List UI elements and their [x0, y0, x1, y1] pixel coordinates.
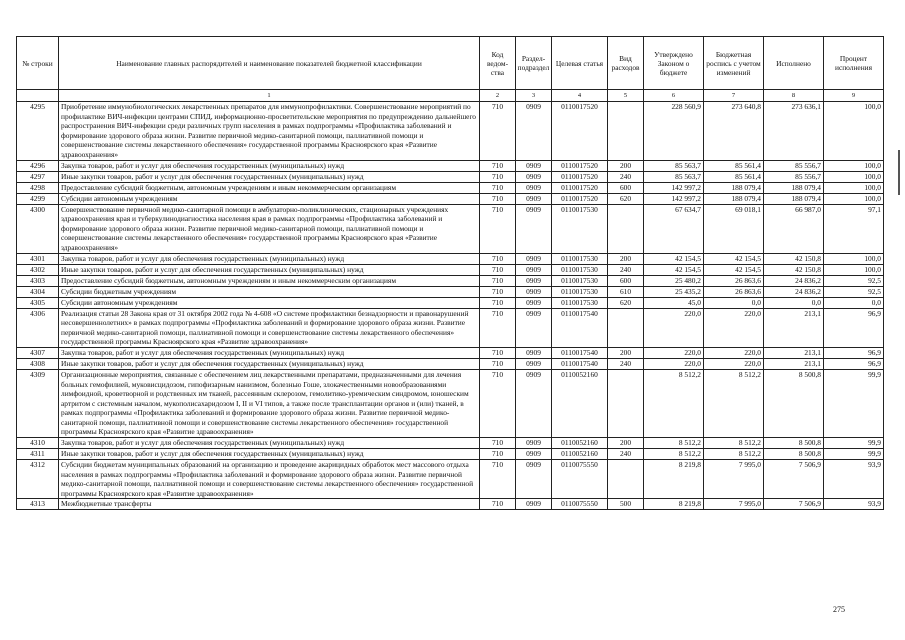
row-number: 4304: [17, 286, 59, 297]
table-row: [17, 193, 884, 204]
row-name: Иные закупки товаров, работ и услуг для обеспечения государственных (муниципальных) нужд: [59, 171, 480, 182]
row-dept-code: 710: [480, 286, 516, 297]
row-name: Закупка товаров, работ и услуг для обеспечения государственных (муниципальных) нужд: [59, 347, 480, 358]
row-budget-list: 8 512,2: [704, 449, 764, 460]
colnum-3: 3: [516, 90, 552, 102]
row-approved: 8 219,8: [644, 499, 704, 510]
row-percent: 92,5: [824, 286, 884, 297]
row-section: 0909: [516, 308, 552, 347]
row-section: 0909: [516, 449, 552, 460]
table-row: [17, 182, 884, 193]
row-section: 0909: [516, 264, 552, 275]
row-dept-code: 710: [480, 438, 516, 449]
row-dept-code: 710: [480, 193, 516, 204]
colnum-9: 9: [824, 90, 884, 102]
table-row: [17, 275, 884, 286]
row-budget-list: 0,0: [704, 297, 764, 308]
row-number: 4307: [17, 347, 59, 358]
row-number: 4296: [17, 160, 59, 171]
row-executed: 85 556,7: [764, 160, 824, 171]
row-name: Субсидии автономным учреждениям: [59, 297, 480, 308]
row-name: Организационные мероприятия, связанные с обеспечением лиц лекарственными препаратами, предназначенными для лечения больных гемофилией, муковисцидозом, гипофизарным нанизмом, болезнью Гоше, злокачественными новообразованиями лимфоидной, кроветворной и родственных им тканей, рассеянным склерозом, гемолитико-уремическим синдромом, юношеским артритом с системным началом, мукополисахаридозом I, II и VI типов, а также после трансплантации органов и (или) тканей, в рамках подпрограммы «Профилактика заболеваний и формирование здорового образа жизни. Развитие первичной медико-санитарной помощи, паллиативной помощи и совершенствование системы лекарственного обеспечения» государственной программы Красноярского края «Развитие здравоохранения»: [59, 369, 480, 437]
row-expense-type: 200: [608, 253, 644, 264]
header-approved: Утверждено Законом о бюджете: [644, 37, 704, 90]
row-number: 4308: [17, 358, 59, 369]
row-approved: 220,0: [644, 358, 704, 369]
row-target-article: 0110017520: [552, 160, 608, 171]
row-section: 0909: [516, 102, 552, 161]
table-row: [17, 297, 884, 308]
row-number: 4299: [17, 193, 59, 204]
row-expense-type: 240: [608, 264, 644, 275]
row-target-article: 0110052160: [552, 369, 608, 437]
header-name: Наименование главных распорядителей и наименование показателей бюджетной классификации: [59, 37, 480, 90]
row-section: 0909: [516, 347, 552, 358]
row-percent: 93,9: [824, 460, 884, 499]
row-budget-list: 42 154,5: [704, 253, 764, 264]
colnum-4: 4: [552, 90, 608, 102]
row-approved: 142 997,2: [644, 193, 704, 204]
colnum-0: [17, 90, 59, 102]
row-number: 4313: [17, 499, 59, 510]
row-expense-type: 240: [608, 449, 644, 460]
row-section: 0909: [516, 438, 552, 449]
row-number: 4306: [17, 308, 59, 347]
row-executed: 188 079,4: [764, 193, 824, 204]
column-number-row: [17, 90, 884, 102]
row-number: 4305: [17, 297, 59, 308]
header-done: Исполнено: [764, 37, 824, 90]
header-target: Целевая статья: [552, 37, 608, 90]
row-section: 0909: [516, 182, 552, 193]
row-executed: 213,1: [764, 308, 824, 347]
row-dept-code: 710: [480, 204, 516, 253]
table-row: [17, 347, 884, 358]
row-dept-code: 710: [480, 253, 516, 264]
table-row: [17, 369, 884, 437]
row-budget-list: 85 561,4: [704, 160, 764, 171]
row-target-article: 0110017530: [552, 275, 608, 286]
row-number: 4312: [17, 460, 59, 499]
colnum-1: 1: [59, 90, 480, 102]
row-executed: 7 506,9: [764, 499, 824, 510]
row-target-article: 0110052160: [552, 438, 608, 449]
row-percent: 99,9: [824, 369, 884, 437]
row-percent: 0,0: [824, 297, 884, 308]
row-name: Иные закупки товаров, работ и услуг для обеспечения государственных (муниципальных) нужд: [59, 449, 480, 460]
row-number: 4311: [17, 449, 59, 460]
row-percent: 92,5: [824, 275, 884, 286]
row-number: 4297: [17, 171, 59, 182]
row-budget-list: 7 995,0: [704, 460, 764, 499]
row-expense-type: 200: [608, 347, 644, 358]
row-approved: 8 512,2: [644, 438, 704, 449]
row-approved: 42 154,5: [644, 253, 704, 264]
row-executed: 66 987,0: [764, 204, 824, 253]
row-number: 4301: [17, 253, 59, 264]
row-dept-code: 710: [480, 369, 516, 437]
header-list: Бюджетная роспись с учетом изменений: [704, 37, 764, 90]
row-section: 0909: [516, 499, 552, 510]
row-target-article: 0110017520: [552, 102, 608, 161]
header-pct: Процент исполнения: [824, 37, 884, 90]
budget-sheet: [16, 36, 883, 510]
colnum-8: 8: [764, 90, 824, 102]
table-row: [17, 102, 884, 161]
row-expense-type: 600: [608, 275, 644, 286]
row-budget-list: 273 640,8: [704, 102, 764, 161]
row-percent: 100,0: [824, 160, 884, 171]
page-number: 275: [833, 605, 845, 614]
table-row: [17, 308, 884, 347]
row-target-article: 0110075550: [552, 460, 608, 499]
row-number: 4300: [17, 204, 59, 253]
row-name: Закупка товаров, работ и услуг для обеспечения государственных (муниципальных) нужд: [59, 160, 480, 171]
row-executed: 42 150,8: [764, 264, 824, 275]
row-target-article: 0110075550: [552, 499, 608, 510]
row-expense-type: 600: [608, 182, 644, 193]
colnum-5: 5: [608, 90, 644, 102]
row-target-article: 0110017530: [552, 253, 608, 264]
row-dept-code: 710: [480, 102, 516, 161]
row-section: 0909: [516, 297, 552, 308]
row-approved: 25 435,2: [644, 286, 704, 297]
row-number: 4303: [17, 275, 59, 286]
row-dept-code: 710: [480, 308, 516, 347]
row-target-article: 0110017530: [552, 286, 608, 297]
row-expense-type: 610: [608, 286, 644, 297]
table-row: [17, 253, 884, 264]
row-budget-list: 188 079,4: [704, 193, 764, 204]
row-budget-list: 220,0: [704, 308, 764, 347]
row-name: Приобретение иммунобиологических лекарственных препаратов для иммунопрофилактики. Совершенствование мероприятий по профилактике ВИЧ-инфекции центрами СПИД, информационно-просветительские мероприятия по предупреждению дальнейшего распространения ВИЧ-инфекции среди различных групп населения в рамках подпрограммы «Профилактика заболеваний и формирование здорового образа жизни. Развитие первичной медико-санитарной помощи, паллиативной помощи и совершенствование системы лекарственного обеспечения» государственной программы Красноярского края «Развитие здравоохранения»: [59, 102, 480, 161]
row-section: 0909: [516, 193, 552, 204]
row-budget-list: 85 561,4: [704, 171, 764, 182]
row-target-article: 0110017530: [552, 264, 608, 275]
row-percent: 100,0: [824, 264, 884, 275]
row-approved: 45,0: [644, 297, 704, 308]
row-approved: 8 219,8: [644, 460, 704, 499]
row-executed: 85 556,7: [764, 171, 824, 182]
row-dept-code: 710: [480, 460, 516, 499]
row-target-article: 0110017530: [552, 297, 608, 308]
row-percent: 100,0: [824, 171, 884, 182]
row-approved: 228 560,9: [644, 102, 704, 161]
budget-table: [16, 36, 884, 510]
row-number: 4309: [17, 369, 59, 437]
row-number: 4302: [17, 264, 59, 275]
row-executed: 8 500,8: [764, 438, 824, 449]
row-number: 4310: [17, 438, 59, 449]
row-expense-type: 500: [608, 499, 644, 510]
row-executed: 7 506,9: [764, 460, 824, 499]
row-target-article: 0110017530: [552, 204, 608, 253]
row-section: 0909: [516, 160, 552, 171]
row-expense-type: 240: [608, 171, 644, 182]
row-expense-type: [608, 308, 644, 347]
table-body: [17, 102, 884, 510]
table-row: [17, 264, 884, 275]
row-expense-type: [608, 460, 644, 499]
row-expense-type: [608, 204, 644, 253]
row-name: Субсидии бюджетам муниципальных образований на организацию и проведение акарицидных обработок мест массового отдыха населения в рамках подпрограммы «Профилактика заболеваний и формирование здорового образа жизни. Развитие первичной медико-санитарной помощи, паллиативной помощи и совершенствование системы лекарственного обеспечения» государственной программы Красноярского края «Развитие здравоохранения»: [59, 460, 480, 499]
table-row: [17, 358, 884, 369]
row-name: Субсидии автономным учреждениям: [59, 193, 480, 204]
row-expense-type: 620: [608, 193, 644, 204]
row-expense-type: 200: [608, 438, 644, 449]
row-target-article: 0110017520: [552, 171, 608, 182]
row-approved: 42 154,5: [644, 264, 704, 275]
row-number: 4298: [17, 182, 59, 193]
row-name: Межбюджетные трансферты: [59, 499, 480, 510]
row-section: 0909: [516, 369, 552, 437]
row-expense-type: [608, 369, 644, 437]
row-approved: 25 480,2: [644, 275, 704, 286]
row-percent: 99,9: [824, 438, 884, 449]
header-rownum: № строки: [17, 37, 59, 90]
row-target-article: 0110017540: [552, 347, 608, 358]
row-executed: 213,1: [764, 358, 824, 369]
row-executed: 273 636,1: [764, 102, 824, 161]
row-approved: 142 997,2: [644, 182, 704, 193]
row-target-article: 0110052160: [552, 449, 608, 460]
row-name: Иные закупки товаров, работ и услуг для обеспечения государственных (муниципальных) нужд: [59, 264, 480, 275]
row-executed: 0,0: [764, 297, 824, 308]
row-expense-type: 200: [608, 160, 644, 171]
scan-margin-mark: [898, 150, 900, 195]
row-dept-code: 710: [480, 499, 516, 510]
row-name: Закупка товаров, работ и услуг для обеспечения государственных (муниципальных) нужд: [59, 438, 480, 449]
header-exptype: Вид расходов: [608, 37, 644, 90]
row-name: Закупка товаров, работ и услуг для обеспечения государственных (муниципальных) нужд: [59, 253, 480, 264]
header-code: Код ведом-ства: [480, 37, 516, 90]
table-row: [17, 460, 884, 499]
header-section: Раздел-подраздел: [516, 37, 552, 90]
table-row: [17, 160, 884, 171]
row-percent: 100,0: [824, 253, 884, 264]
row-dept-code: 710: [480, 160, 516, 171]
row-name: Субсидии бюджетным учреждениям: [59, 286, 480, 297]
row-target-article: 0110017540: [552, 358, 608, 369]
row-dept-code: 710: [480, 264, 516, 275]
row-expense-type: [608, 102, 644, 161]
row-section: 0909: [516, 358, 552, 369]
row-approved: 67 634,7: [644, 204, 704, 253]
colnum-6: 6: [644, 90, 704, 102]
row-approved: 8 512,2: [644, 369, 704, 437]
row-name: Предоставление субсидий бюджетным, автономным учреждениям и иным некоммерческим организациям: [59, 275, 480, 286]
row-percent: 100,0: [824, 102, 884, 161]
row-budget-list: 188 079,4: [704, 182, 764, 193]
row-percent: 93,9: [824, 499, 884, 510]
table-header-row: [17, 37, 884, 90]
row-target-article: 0110017520: [552, 193, 608, 204]
table-row: [17, 171, 884, 182]
table-row: [17, 499, 884, 510]
row-section: 0909: [516, 275, 552, 286]
row-expense-type: 620: [608, 297, 644, 308]
row-approved: 85 563,7: [644, 160, 704, 171]
row-executed: 24 836,2: [764, 286, 824, 297]
row-expense-type: 240: [608, 358, 644, 369]
colnum-2: 2: [480, 90, 516, 102]
row-dept-code: 710: [480, 347, 516, 358]
row-executed: 213,1: [764, 347, 824, 358]
row-percent: 99,9: [824, 449, 884, 460]
row-budget-list: 26 863,6: [704, 286, 764, 297]
row-percent: 96,9: [824, 308, 884, 347]
row-dept-code: 710: [480, 449, 516, 460]
row-percent: 96,9: [824, 347, 884, 358]
row-budget-list: 8 512,2: [704, 369, 764, 437]
row-executed: 8 500,8: [764, 369, 824, 437]
row-percent: 100,0: [824, 193, 884, 204]
row-section: 0909: [516, 286, 552, 297]
row-percent: 100,0: [824, 182, 884, 193]
table-row: [17, 449, 884, 460]
row-name: Предоставление субсидий бюджетным, автономным учреждениям и иным некоммерческим организациям: [59, 182, 480, 193]
row-executed: 8 500,8: [764, 449, 824, 460]
row-budget-list: 26 863,6: [704, 275, 764, 286]
row-dept-code: 710: [480, 171, 516, 182]
row-budget-list: 42 154,5: [704, 264, 764, 275]
row-executed: 42 150,8: [764, 253, 824, 264]
row-approved: 8 512,2: [644, 449, 704, 460]
row-budget-list: 220,0: [704, 347, 764, 358]
row-section: 0909: [516, 460, 552, 499]
row-name: Реализация статьи 28 Закона края от 31 октября 2002 года № 4-608 «О системе профилактики безнадзорности и правонарушений несовершеннолетних» в рамках подпрограммы «Профилактика заболеваний и формирование здорового образа жизни. Развитие первичной медико-санитарной помощи, паллиативной помощи и совершенствование системы лекарственного обеспечения» государственной программы Красноярского края «Развитие здравоохранения»: [59, 308, 480, 347]
row-section: 0909: [516, 253, 552, 264]
row-section: 0909: [516, 204, 552, 253]
table-row: [17, 438, 884, 449]
row-percent: 97,1: [824, 204, 884, 253]
row-section: 0909: [516, 171, 552, 182]
row-executed: 24 836,2: [764, 275, 824, 286]
row-dept-code: 710: [480, 275, 516, 286]
row-budget-list: 8 512,2: [704, 438, 764, 449]
colnum-7: 7: [704, 90, 764, 102]
row-dept-code: 710: [480, 182, 516, 193]
row-approved: 220,0: [644, 308, 704, 347]
row-target-article: 0110017520: [552, 182, 608, 193]
row-percent: 96,9: [824, 358, 884, 369]
row-name: Совершенствование первичной медико-санитарной помощи в амбулаторно-поликлинических, стационарных учреждениях здравоохранения края и туберкулинодиагностика населения края в рамках подпрограммы «Профилактика заболеваний и формирование здорового образа жизни. Развитие первичной медико-санитарной помощи, паллиативной помощи и совершенствование системы лекарственного обеспечения» государственной программы Красноярского края «Развитие здравоохранения»: [59, 204, 480, 253]
row-target-article: 0110017540: [552, 308, 608, 347]
row-executed: 188 079,4: [764, 182, 824, 193]
row-approved: 220,0: [644, 347, 704, 358]
row-approved: 85 563,7: [644, 171, 704, 182]
table-row: [17, 286, 884, 297]
table-row: [17, 204, 884, 253]
row-dept-code: 710: [480, 297, 516, 308]
row-number: 4295: [17, 102, 59, 161]
row-budget-list: 7 995,0: [704, 499, 764, 510]
row-name: Иные закупки товаров, работ и услуг для обеспечения государственных (муниципальных) нужд: [59, 358, 480, 369]
row-dept-code: 710: [480, 358, 516, 369]
row-budget-list: 220,0: [704, 358, 764, 369]
row-budget-list: 69 018,1: [704, 204, 764, 253]
